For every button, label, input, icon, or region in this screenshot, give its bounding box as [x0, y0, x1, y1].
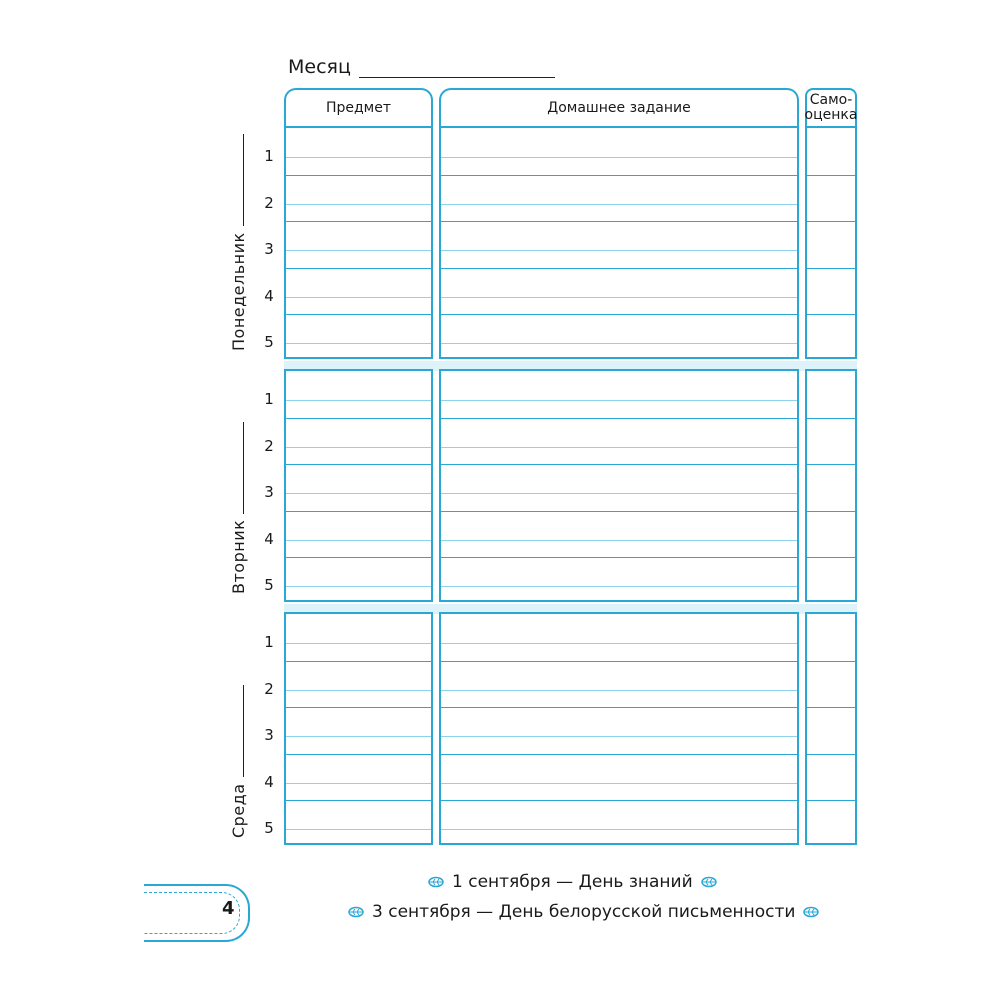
self-assessment-cell[interactable] — [807, 661, 855, 708]
day-label-tuesday — [229, 422, 248, 594]
holiday-line-1 — [428, 872, 717, 892]
homework-cell[interactable] — [441, 800, 797, 847]
subject-cell[interactable] — [286, 175, 431, 222]
subject-cell[interactable] — [286, 464, 431, 511]
day-label-wednesday — [229, 685, 248, 838]
lesson-number: 1 — [264, 633, 274, 651]
header-subject — [284, 88, 433, 126]
homework-cell[interactable] — [441, 418, 797, 465]
lesson-number: 1 — [264, 390, 274, 408]
homework-cell[interactable] — [441, 314, 797, 361]
self-assessment-cell[interactable] — [807, 418, 855, 465]
holiday-text-2: 3 сентября — День белорусской письменности — [372, 902, 796, 922]
subject-cell[interactable] — [286, 371, 431, 418]
leaf-icon — [428, 876, 444, 888]
lesson-number: 2 — [264, 679, 274, 698]
day-name: Понедельник — [229, 232, 248, 351]
lesson-number: 2 — [264, 193, 274, 212]
homework-cell[interactable] — [441, 128, 797, 175]
page-number: 4 — [222, 898, 235, 919]
day-line — [233, 685, 244, 777]
lesson-number: 5 — [264, 333, 274, 352]
header-self-assessment — [805, 88, 857, 126]
holiday-line-2 — [348, 902, 819, 922]
subject-cell[interactable] — [286, 268, 431, 315]
self-assessment-column — [805, 369, 857, 602]
holiday-text-1: 1 сентября — День знаний — [452, 872, 693, 892]
self-assessment-cell[interactable] — [807, 614, 855, 661]
homework-cell[interactable] — [441, 464, 797, 511]
leaf-icon — [701, 876, 717, 888]
day-name: Вторник — [229, 519, 248, 594]
self-assessment-column — [805, 612, 857, 845]
month-line[interactable] — [359, 59, 555, 78]
leaf-icon — [803, 906, 819, 918]
homework-cell[interactable] — [441, 614, 797, 661]
homework-cell[interactable] — [441, 511, 797, 558]
self-assessment-cell[interactable] — [807, 175, 855, 222]
month-label: Месяц — [288, 56, 351, 78]
header-homework-label: Домашнее задание — [547, 99, 691, 116]
header-self-label-1: Само- — [809, 92, 853, 108]
header-homework — [439, 88, 799, 126]
self-assessment-cell[interactable] — [807, 707, 855, 754]
subject-cell[interactable] — [286, 754, 431, 801]
lesson-number: 2 — [264, 436, 274, 455]
lesson-number: 4 — [264, 772, 274, 791]
subject-cell[interactable] — [286, 314, 431, 361]
subject-cell[interactable] — [286, 557, 431, 604]
self-assessment-cell[interactable] — [807, 221, 855, 268]
subject-cell[interactable] — [286, 128, 431, 175]
self-assessment-cell[interactable] — [807, 511, 855, 558]
homework-cell[interactable] — [441, 371, 797, 418]
homework-column — [439, 612, 799, 845]
header-self-label-2: оценка — [804, 107, 858, 123]
lesson-number: 5 — [264, 819, 274, 838]
month-field — [288, 56, 555, 78]
homework-column — [439, 369, 799, 602]
subject-column — [284, 126, 433, 359]
homework-cell[interactable] — [441, 707, 797, 754]
subject-cell[interactable] — [286, 661, 431, 708]
subject-column — [284, 369, 433, 602]
homework-cell[interactable] — [441, 221, 797, 268]
lesson-number: 3 — [264, 483, 274, 502]
day-line — [233, 134, 244, 226]
lesson-number: 5 — [264, 576, 274, 595]
lesson-number: 3 — [264, 240, 274, 259]
homework-column — [439, 126, 799, 359]
self-assessment-cell[interactable] — [807, 371, 855, 418]
homework-cell[interactable] — [441, 754, 797, 801]
self-assessment-cell[interactable] — [807, 268, 855, 315]
day-line — [233, 422, 244, 514]
lesson-number: 3 — [264, 726, 274, 745]
homework-cell[interactable] — [441, 661, 797, 708]
self-assessment-cell[interactable] — [807, 557, 855, 604]
homework-cell[interactable] — [441, 268, 797, 315]
homework-cell[interactable] — [441, 175, 797, 222]
self-assessment-cell[interactable] — [807, 754, 855, 801]
homework-cell[interactable] — [441, 557, 797, 604]
self-assessment-cell[interactable] — [807, 314, 855, 361]
subject-cell[interactable] — [286, 511, 431, 558]
self-assessment-column — [805, 126, 857, 359]
subject-cell[interactable] — [286, 800, 431, 847]
subject-cell[interactable] — [286, 418, 431, 465]
header-subject-label: Предмет — [325, 99, 392, 116]
day-name: Среда — [229, 783, 248, 838]
lesson-number: 1 — [264, 147, 274, 165]
subject-cell[interactable] — [286, 221, 431, 268]
subject-cell[interactable] — [286, 614, 431, 661]
subject-cell[interactable] — [286, 707, 431, 754]
self-assessment-cell[interactable] — [807, 800, 855, 847]
day-label-monday — [229, 134, 248, 351]
lesson-number: 4 — [264, 286, 274, 305]
self-assessment-cell[interactable] — [807, 128, 855, 175]
subject-column — [284, 612, 433, 845]
self-assessment-cell[interactable] — [807, 464, 855, 511]
leaf-icon — [348, 906, 364, 918]
lesson-number: 4 — [264, 529, 274, 548]
